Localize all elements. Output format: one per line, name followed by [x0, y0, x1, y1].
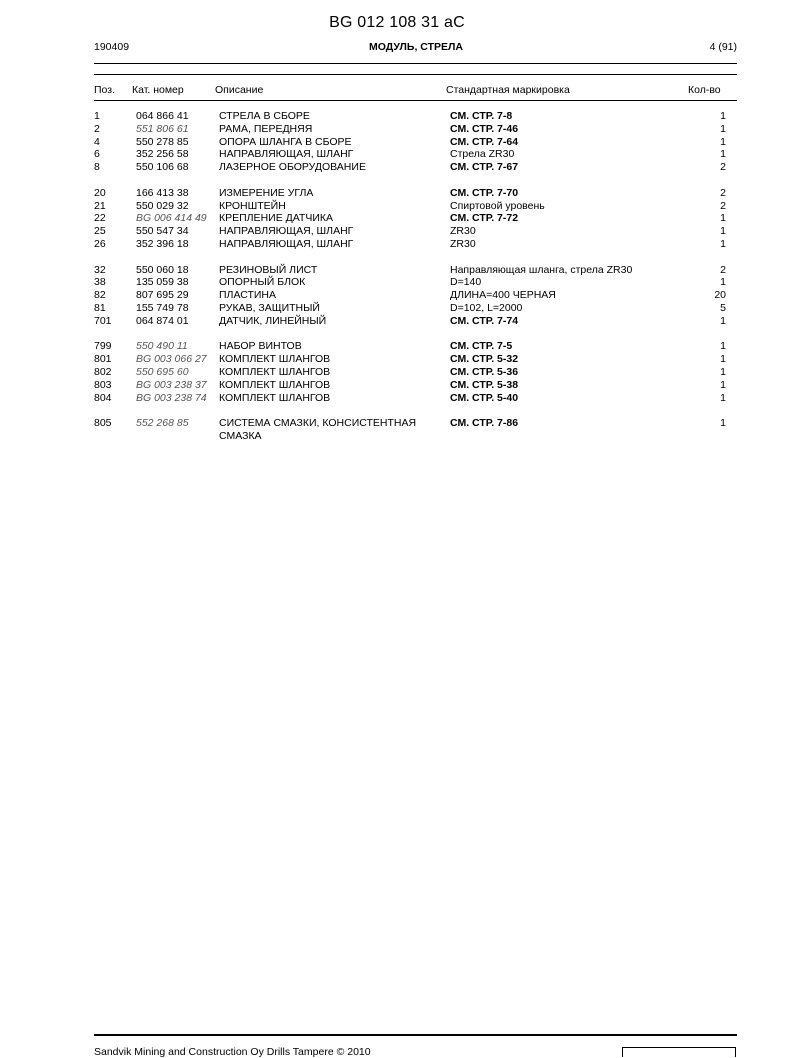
table-row: [94, 264, 726, 277]
page-number: 4 (91): [709, 41, 737, 53]
row-standard-marking: Спиртовой уровень: [450, 199, 545, 212]
table-row: [94, 200, 726, 213]
column-header-std: Стандартная маркировка: [446, 84, 570, 96]
row-standard-marking: СМ. СТР. 7-70: [450, 186, 519, 199]
row-standard-marking: СМ. СТР. 7-74: [450, 314, 519, 327]
column-header-desc: Описание: [215, 84, 264, 96]
row-standard-marking: СМ. СТР. 7-46: [450, 122, 519, 135]
table-row: [94, 212, 726, 225]
table-row: [94, 148, 726, 161]
table-row: [94, 379, 726, 392]
row-quantity: 1: [720, 122, 726, 135]
table-row: [94, 417, 726, 443]
row-pos: 701: [94, 314, 112, 327]
row-quantity: 1: [720, 135, 726, 148]
row-description: КОМПЛЕКТ ШЛАНГОВ: [219, 365, 331, 378]
row-pos: 81: [94, 301, 106, 314]
row-pos: 38: [94, 276, 106, 289]
row-cat-number: 352 256 58: [136, 148, 189, 161]
row-pos: 2: [94, 122, 100, 135]
row-standard-marking: Направляющая шланга, стрела ZR30: [450, 263, 633, 276]
row-quantity: 1: [720, 314, 726, 327]
row-standard-marking: D=140: [450, 276, 482, 289]
table-row: [94, 276, 726, 289]
row-cat-number: BG 003 066 27: [136, 353, 207, 366]
row-cat-number: 550 490 11: [136, 340, 188, 353]
footer-rule: [94, 1034, 737, 1036]
row-description: ДАТЧИК, ЛИНЕЙНЫЙ: [219, 314, 327, 327]
group-spacer: [94, 404, 726, 417]
row-cat-number: 135 059 38: [136, 276, 189, 289]
row-description: ОПОРА ШЛАНГА В СБОРЕ: [219, 135, 352, 148]
row-quantity: 1: [720, 212, 726, 225]
row-pos: 20: [94, 186, 106, 199]
row-description: ОПОРНЫЙ БЛОК: [219, 276, 306, 289]
column-header-rule: [94, 100, 737, 101]
row-cat-number: 550 029 32: [136, 199, 189, 212]
date-code: 190409: [94, 41, 130, 53]
row-cat-number: 552 268 85: [136, 417, 189, 430]
header-rule-top: [94, 63, 737, 64]
row-cat-number: BG 003 238 74: [136, 391, 207, 404]
table-row: [94, 161, 726, 174]
row-quantity: 1: [720, 340, 726, 353]
row-standard-marking: СМ. СТР. 7-67: [450, 161, 519, 174]
row-standard-marking: СМ. СТР. 7-64: [450, 135, 519, 148]
row-standard-marking: ДЛИНА=400 ЧЕРНАЯ: [450, 289, 556, 302]
table-row: [94, 187, 726, 200]
column-header-pos: Поз.: [94, 84, 115, 96]
row-cat-number: 550 695 60: [136, 365, 189, 378]
row-pos: 6: [94, 148, 100, 161]
footer-copyright: Sandvik Mining and Construction Oy Drills Tampere © 2010: [94, 1046, 371, 1058]
row-standard-marking: D=102, L=2000: [450, 301, 523, 314]
row-description: СТРЕЛА В СБОРЕ: [219, 110, 310, 122]
row-pos: 21: [94, 199, 106, 212]
column-header-qty: Кол-во: [688, 84, 721, 96]
row-description: КОМПЛЕКТ ШЛАНГОВ: [219, 391, 331, 404]
row-pos: 803: [94, 378, 112, 391]
row-cat-number: 064 874 01: [136, 314, 189, 327]
table-row: [94, 110, 726, 123]
row-cat-number: 550 106 68: [136, 161, 189, 174]
row-standard-marking: СМ. СТР. 7-8: [450, 110, 513, 122]
row-cat-number: 807 695 29: [136, 289, 189, 302]
row-quantity: 5: [720, 301, 726, 314]
row-quantity: 1: [720, 391, 726, 404]
table-row: [94, 366, 726, 379]
table-row: [94, 289, 726, 302]
table-row: [94, 392, 726, 405]
row-quantity: 1: [720, 225, 726, 238]
row-quantity: 1: [720, 148, 726, 161]
row-quantity: 2: [720, 199, 726, 212]
row-quantity: 2: [720, 186, 726, 199]
document-title: BG 012 108 31 aC: [329, 14, 465, 31]
row-pos: 805: [94, 417, 112, 430]
row-cat-number: 155 749 78: [136, 301, 189, 314]
row-cat-number: 550 060 18: [136, 263, 189, 276]
row-description: НАБОР ВИНТОВ: [219, 340, 302, 353]
row-pos: 25: [94, 225, 106, 238]
row-standard-marking: СМ. СТР. 5-40: [450, 391, 519, 404]
row-quantity: 1: [720, 276, 726, 289]
row-standard-marking: Стрела ZR30: [450, 148, 515, 161]
row-cat-number: 352 396 18: [136, 237, 189, 250]
row-description: РУКАВ, ЗАЩИТНЫЙ: [219, 301, 320, 314]
row-quantity: 2: [720, 263, 726, 276]
footer-logo: [622, 1047, 736, 1057]
row-pos: 802: [94, 365, 112, 378]
row-description: КОМПЛЕКТ ШЛАНГОВ: [219, 378, 331, 391]
row-standard-marking: СМ. СТР. 7-72: [450, 212, 519, 225]
header-rule-bottom: [94, 74, 737, 75]
column-header-cat: Кат. номер: [132, 84, 184, 96]
row-description: ИЗМЕРЕНИЕ УГЛА: [219, 186, 314, 199]
table-row: [94, 225, 726, 238]
table-row: [94, 123, 726, 136]
row-cat-number: 550 547 34: [136, 225, 189, 238]
row-standard-marking: СМ. СТР. 7-86: [450, 417, 519, 430]
row-description: КРЕПЛЕНИЕ ДАТЧИКА: [219, 212, 333, 225]
row-quantity: 1: [720, 110, 726, 122]
row-cat-number: BG 006 414 49: [136, 212, 207, 225]
table-row: [94, 136, 726, 149]
row-quantity: 1: [720, 378, 726, 391]
row-standard-marking: ZR30: [450, 225, 476, 238]
group-spacer: [94, 174, 726, 187]
row-pos: 4: [94, 135, 100, 148]
row-description: КОМПЛЕКТ ШЛАНГОВ: [219, 353, 331, 366]
group-spacer: [94, 328, 726, 341]
row-description: СИСТЕМА СМАЗКИ, КОНСИСТЕНТНАЯ СМАЗКА: [219, 417, 417, 442]
table-row: [94, 302, 726, 315]
row-quantity: 1: [720, 353, 726, 366]
row-pos: 1: [94, 110, 100, 122]
row-quantity: 20: [714, 289, 726, 302]
parts-table: [94, 110, 726, 443]
row-standard-marking: ZR30: [450, 237, 476, 250]
row-standard-marking: СМ. СТР. 7-5: [450, 340, 513, 353]
row-description: НАПРАВЛЯЮЩАЯ, ШЛАНГ: [219, 237, 354, 250]
row-pos: 82: [94, 289, 106, 302]
row-description: НАПРАВЛЯЮЩАЯ, ШЛАНГ: [219, 148, 354, 161]
group-spacer: [94, 251, 726, 264]
row-description: НАПРАВЛЯЮЩАЯ, ШЛАНГ: [219, 225, 354, 238]
table-row: [94, 340, 726, 353]
row-description: ЛАЗЕРНОЕ ОБОРУДОВАНИЕ: [219, 161, 366, 174]
row-cat-number: 064 866 41: [136, 110, 189, 122]
row-pos: 8: [94, 161, 100, 174]
row-pos: 22: [94, 212, 106, 225]
table-row: [94, 238, 726, 251]
row-quantity: 1: [720, 237, 726, 250]
row-standard-marking: СМ. СТР. 5-36: [450, 365, 519, 378]
row-cat-number: BG 003 238 37: [136, 378, 207, 391]
row-description: РЕЗИНОВЫЙ ЛИСТ: [219, 263, 318, 276]
row-description: КРОНШТЕЙН: [219, 199, 286, 212]
row-description: ПЛАСТИНА: [219, 289, 276, 302]
module-title: МОДУЛЬ, СТРЕЛА: [369, 41, 463, 53]
table-row: [94, 315, 726, 328]
row-standard-marking: СМ. СТР. 5-38: [450, 378, 519, 391]
row-quantity: 1: [720, 365, 726, 378]
row-quantity: 2: [720, 161, 726, 174]
row-pos: 804: [94, 391, 112, 404]
row-pos: 801: [94, 353, 112, 366]
row-pos: 799: [94, 340, 112, 353]
row-pos: 26: [94, 237, 106, 250]
row-standard-marking: СМ. СТР. 5-32: [450, 353, 519, 366]
row-cat-number: 550 278 85: [136, 135, 189, 148]
row-cat-number: 551 806 61: [136, 122, 189, 135]
row-cat-number: 166 413 38: [136, 186, 189, 199]
row-quantity: 1: [720, 417, 726, 430]
row-pos: 32: [94, 263, 106, 276]
table-row: [94, 353, 726, 366]
row-description: РАМА, ПЕРЕДНЯЯ: [219, 122, 313, 135]
